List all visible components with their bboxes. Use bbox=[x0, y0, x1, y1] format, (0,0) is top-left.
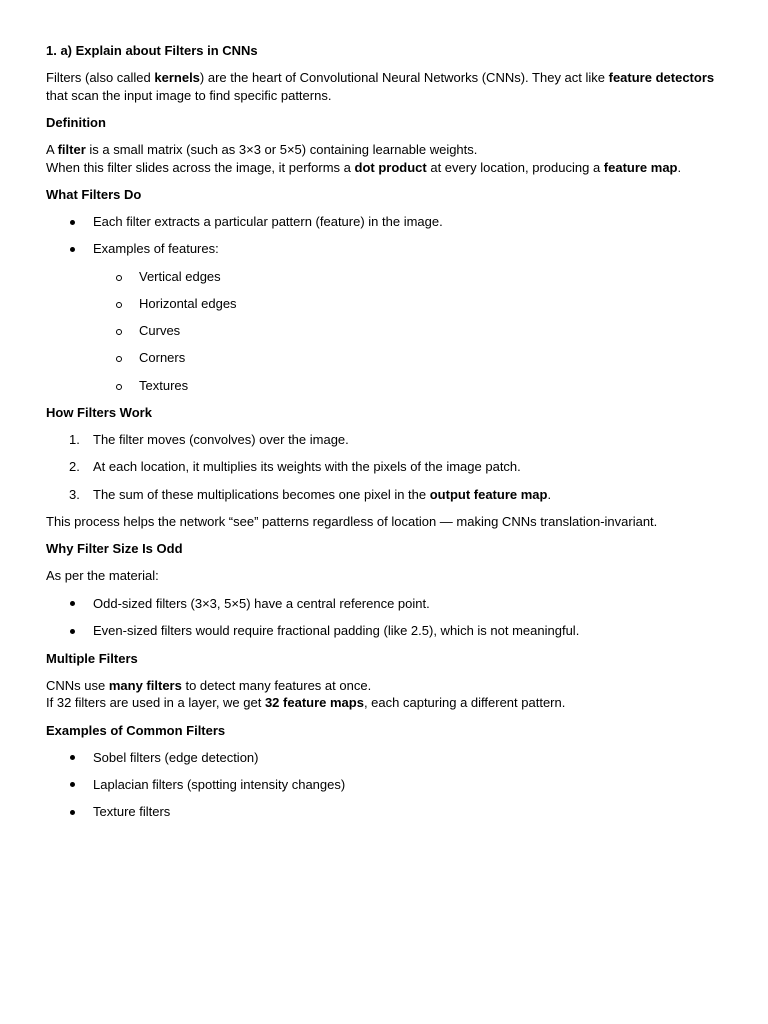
sub-list-item bbox=[46, 322, 726, 340]
definition-line-2 bbox=[46, 159, 726, 177]
circle-bullet-icon bbox=[116, 275, 122, 281]
numbered-step bbox=[46, 431, 726, 449]
multiple-filters-text: CNNs use bbox=[46, 677, 109, 693]
why-odd-list bbox=[46, 595, 726, 640]
intro-paragraph bbox=[46, 69, 726, 104]
multiple-filters-line-2 bbox=[46, 694, 726, 712]
definition-text: When this filter slides across the image, it performs a bbox=[46, 159, 355, 175]
list-item bbox=[46, 776, 726, 794]
multiple-filters-heading: Multiple Filters bbox=[46, 650, 138, 666]
definition-text: is a small matrix (such as 3×3 or 5×5) containing learnable weights. bbox=[85, 142, 478, 157]
list-item-text: Laplacian filters (spotting intensity changes) bbox=[93, 776, 346, 792]
sub-list-item bbox=[46, 349, 726, 367]
circle-bullet-icon bbox=[116, 384, 122, 390]
common-filters-list bbox=[46, 749, 726, 821]
translation-invariance-text: This process helps the network “see” patterns regardless of location — making CNNs translation-invariant. bbox=[46, 513, 658, 529]
list-item bbox=[46, 803, 726, 821]
sub-list-item bbox=[46, 377, 726, 395]
why-odd-lead-text: As per the material: bbox=[46, 568, 159, 584]
multiple-filters-text: , each capturing a different pattern. bbox=[363, 695, 566, 711]
step-bold-output-feature-map: output feature map bbox=[429, 486, 548, 502]
multiple-filters-text: If 32 filters are used in a layer, we get bbox=[46, 695, 265, 711]
circle-bullet-icon bbox=[116, 329, 122, 335]
multiple-filters-bold-32-feature-maps: 32 feature maps bbox=[264, 695, 364, 711]
step-text: At each location, it multiplies its weights with the pixels of the image patch. bbox=[93, 459, 521, 475]
bullet-icon bbox=[70, 220, 75, 225]
definition-paragraph bbox=[46, 141, 726, 176]
intro-line-1 bbox=[46, 69, 726, 87]
sub-list-item bbox=[46, 295, 726, 313]
definition-bold-filter: filter bbox=[57, 142, 86, 157]
step-number: 2. bbox=[69, 459, 80, 475]
feature-examples-list bbox=[46, 268, 726, 395]
intro-text: ) are the heart of Convolutional Neural Networks (CNNs). They act like bbox=[199, 70, 609, 85]
list-item-text: Each filter extracts a particular pattern (feature) in the image. bbox=[93, 214, 443, 229]
multiple-filters-bold-many-filters: many filters bbox=[108, 677, 182, 693]
definition-text: . bbox=[677, 159, 682, 175]
list-item bbox=[46, 595, 726, 613]
why-odd-lead bbox=[46, 567, 726, 585]
how-filters-work-steps bbox=[46, 431, 726, 503]
sub-list-item bbox=[46, 268, 726, 286]
step-number: 3. bbox=[69, 486, 80, 502]
sub-list-item-text: Textures bbox=[139, 377, 189, 393]
definition-text: at every location, producing a bbox=[426, 159, 604, 175]
definition-text: A bbox=[46, 142, 58, 157]
translation-invariance-paragraph bbox=[46, 513, 726, 531]
list-item bbox=[46, 622, 726, 640]
bullet-icon bbox=[70, 755, 75, 760]
definition-heading: Definition bbox=[46, 115, 106, 130]
circle-bullet-icon bbox=[116, 356, 122, 362]
intro-text: Filters (also called bbox=[46, 70, 155, 85]
what-filters-do-list bbox=[46, 213, 726, 258]
list-item-text: Sobel filters (edge detection) bbox=[93, 749, 259, 765]
multiple-filters-line-1 bbox=[46, 677, 726, 695]
intro-bold-kernels: kernels bbox=[154, 70, 200, 85]
common-filters-heading: Examples of Common Filters bbox=[46, 722, 226, 738]
bullet-icon bbox=[70, 782, 75, 787]
sub-list-item-text: Vertical edges bbox=[139, 268, 221, 284]
intro-bold-feature-detectors: feature detectors bbox=[608, 70, 715, 85]
step-text: The filter moves (convolves) over the image. bbox=[93, 432, 349, 448]
intro-line-2: that scan the input image to find specific patterns. bbox=[46, 87, 332, 103]
why-odd-heading: Why Filter Size Is Odd bbox=[46, 541, 183, 557]
definition-bold-feature-map: feature map bbox=[603, 159, 678, 175]
what-filters-do-heading: What Filters Do bbox=[46, 187, 142, 202]
definition-line-1 bbox=[46, 141, 726, 159]
sub-list-item-text: Horizontal edges bbox=[139, 295, 237, 311]
list-item bbox=[46, 213, 726, 231]
bullet-icon bbox=[70, 629, 75, 634]
numbered-step bbox=[46, 486, 726, 504]
how-filters-work-heading: How Filters Work bbox=[46, 405, 152, 421]
numbered-step bbox=[46, 458, 726, 476]
step-text: The sum of these multiplications becomes one pixel in the bbox=[93, 486, 430, 502]
step-number: 1. bbox=[69, 432, 80, 448]
list-item bbox=[46, 240, 726, 258]
list-item-text: Even-sized filters would require fractional padding (like 2.5), which is not meaningful. bbox=[93, 623, 580, 639]
sub-list-item-text: Corners bbox=[139, 350, 186, 366]
sub-list-item-text: Curves bbox=[139, 323, 181, 339]
list-item-text: Examples of features: bbox=[93, 241, 219, 257]
list-item-text: Odd-sized filters (3×3, 5×5) have a central reference point. bbox=[93, 595, 430, 611]
multiple-filters-text: to detect many features at once. bbox=[181, 677, 372, 693]
bullet-icon bbox=[70, 247, 75, 252]
list-item bbox=[46, 749, 726, 767]
document-title: 1. a) Explain about Filters in CNNs bbox=[46, 43, 258, 58]
document-page bbox=[46, 42, 726, 830]
list-item-text: Texture filters bbox=[93, 804, 171, 820]
definition-bold-dot-product: dot product bbox=[354, 159, 427, 175]
bullet-icon bbox=[70, 810, 75, 815]
bullet-icon bbox=[70, 601, 75, 606]
step-text: . bbox=[547, 486, 552, 502]
multiple-filters-paragraph bbox=[46, 677, 726, 712]
circle-bullet-icon bbox=[116, 302, 122, 308]
